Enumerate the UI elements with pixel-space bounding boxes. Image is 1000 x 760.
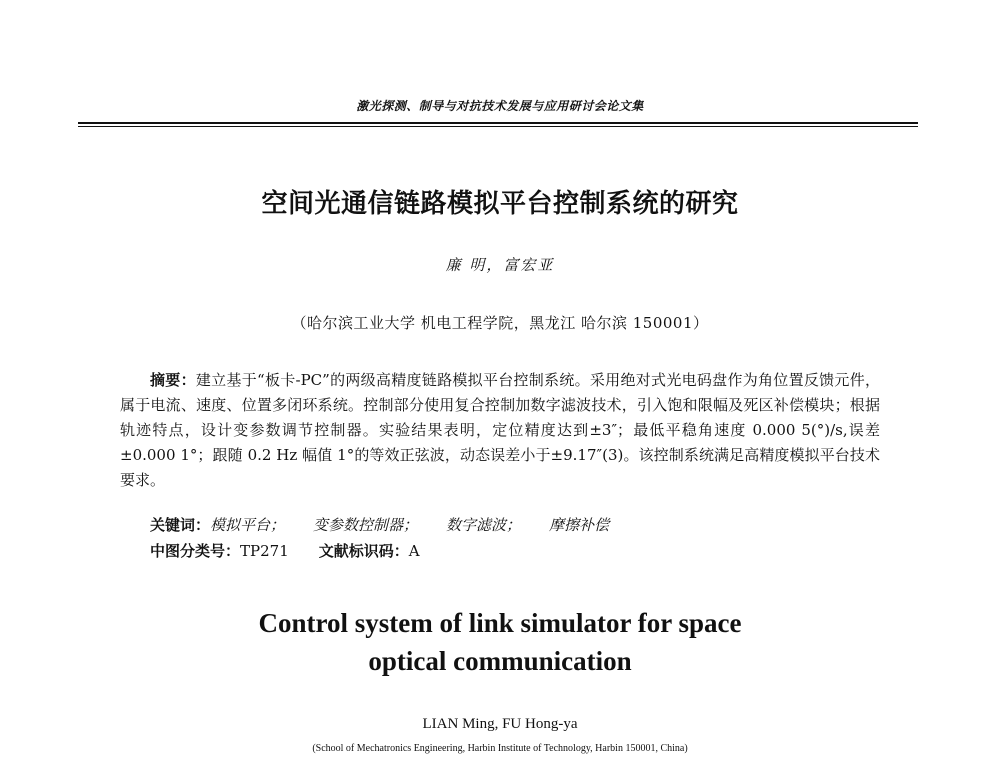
keyword-item: 摩擦补偿: [549, 516, 610, 534]
keyword-item: 变参数控制器；: [313, 516, 419, 534]
affiliation-cn: （哈尔滨工业大学 机电工程学院，黑龙江 哈尔滨 150001）: [291, 314, 709, 332]
title-en-line2: optical communication: [368, 646, 632, 676]
doc-code-label: 文献标识码：: [318, 542, 409, 560]
authors-cn: 廉 明，富宏亚: [445, 256, 555, 274]
running-header: 激光探测、制导与对抗技术发展与应用研讨会论文集: [356, 99, 644, 113]
header-rule-thick: [78, 122, 918, 124]
abstract-cn: [120, 368, 880, 493]
paper-title-cn: 空间光通信链路模拟平台控制系统的研究: [261, 189, 739, 219]
doc-code-value: A: [408, 542, 420, 560]
keywords-cn: [150, 514, 880, 536]
header-rule-thin: [78, 126, 918, 127]
clc-value: TP271: [240, 542, 289, 560]
title-en-line1: Control system of link simulator for space: [258, 608, 742, 638]
paper-title-en: [0, 604, 1000, 680]
classification-cn: [150, 540, 880, 562]
affiliation-en: (School of Mechatronics Engineering, Harbin Institute of Technology, Harbin 150001, China): [312, 743, 688, 754]
keyword-item: 数字滤波；: [446, 516, 522, 534]
abstract-text: 建立基于“板卡-PC”的两级高精度链路模拟平台控制系统。采用绝对式光电码盘作为角位置反馈元件，属于电流、速度、位置多闭环系统。控制部分使用复合控制加数字滤波技术，引入饱和限幅及死区补偿模块；根据轨迹特点，设计变参数调节控制器。实验结果表明，定位精度达到±3″；最低平稳角速度 0.000 5(°)/s,误差±0.000 1°；跟随 0.2 Hz 幅值 1°的等效正弦波，动态误差小于±9.17″(3)。该控制系统满足高精度模拟平台技术要求。: [120, 371, 880, 489]
abstract-label: 摘要：: [150, 371, 196, 389]
keyword-item: 模拟平台；: [210, 516, 286, 534]
authors-en: LIAN Ming, FU Hong-ya: [422, 716, 578, 732]
clc-label: 中图分类号：: [150, 542, 241, 560]
keywords-label: 关键词：: [150, 516, 211, 534]
